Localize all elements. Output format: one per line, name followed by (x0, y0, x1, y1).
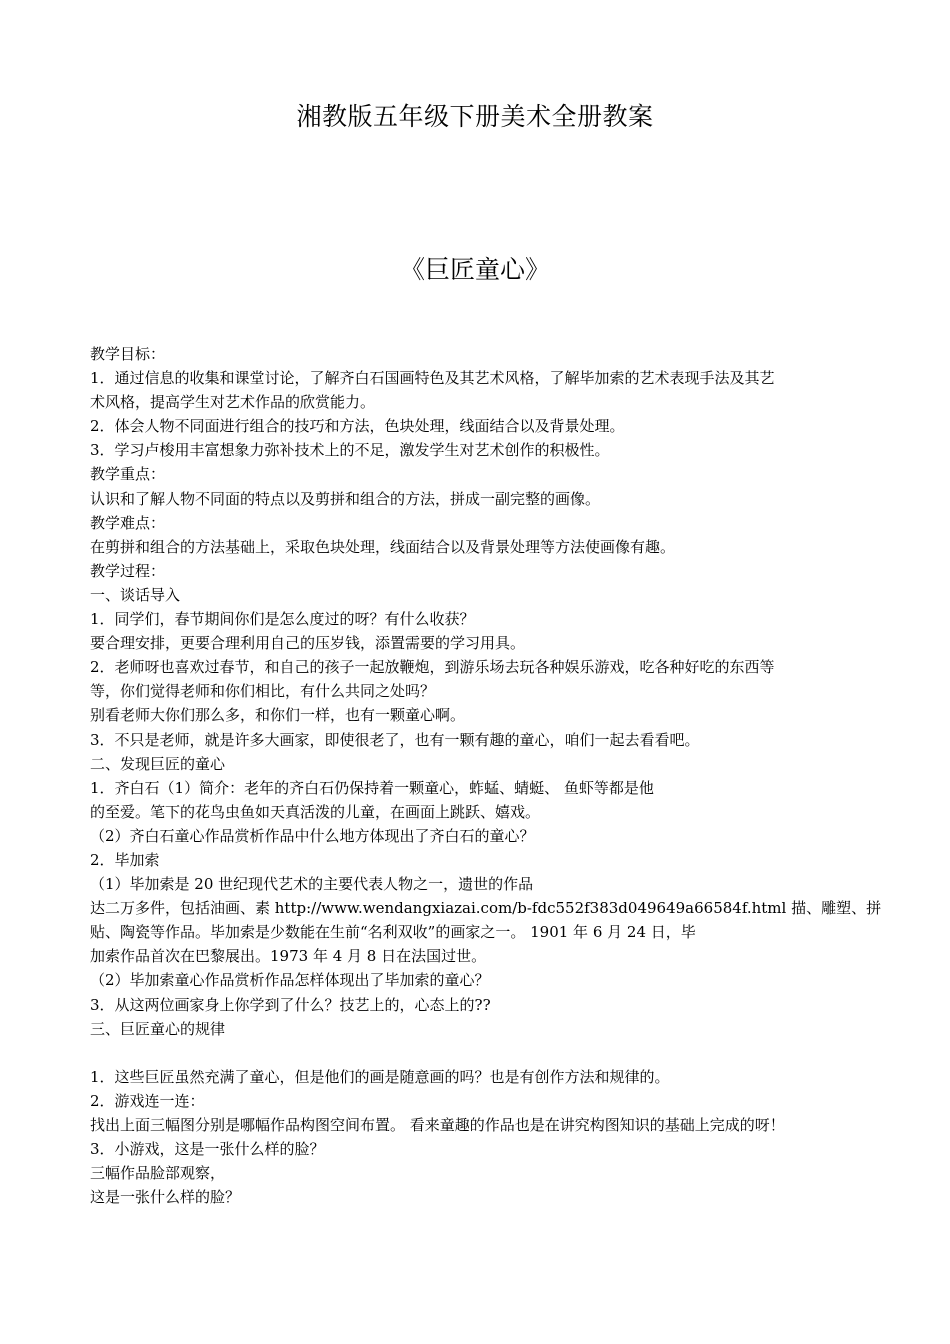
body-line: 3．从这两位画家身上你学到了什么？技艺上的，心态上的?? (90, 995, 491, 1014)
body-line: （2）齐白石童心作品赏析作品中什么地方体现出了齐白石的童心？ (90, 826, 535, 845)
body-line: 贴、陶瓷等作品。毕加索是少数能在生前“名利双收”的画家之一。 1901 年 6 月 24 日，毕 (90, 923, 696, 942)
body-line: 1．同学们，春节期间你们是怎么度过的呀？有什么收获？ (90, 610, 475, 629)
body-line: 别看老师大你们那么多，和你们一样，也有一颗童心啊。 (90, 706, 466, 725)
body-line: 一、谈话导入 (90, 585, 181, 604)
body-line: 1．齐白石（1）简介：老年的齐白石仍保持着一颗童心，蚱蜢、蜻蜓、 鱼虾等都是他 (90, 778, 654, 797)
body-line: 3．小游戏，这是一张什么样的脸？ (90, 1140, 325, 1159)
body-line (90, 1041, 868, 1065)
body-line: 三幅作品脸部观察， (90, 1164, 226, 1183)
body-line: 教学过程： (90, 561, 166, 580)
body-line: 找出上面三幅图分别是哪幅作品构图空间布置。 看来童趣的作品也是在讲究构图知识的基础上完成的呀！ (90, 1116, 785, 1134)
body-line: 2．毕加索 (90, 850, 160, 869)
body-line: 2．体会人物不同面进行组合的技巧和方法，色块处理，线面结合以及背景处理。 (90, 417, 625, 436)
body-line: 教学重点： (90, 465, 166, 484)
body-line: 三、巨匠童心的规律 (90, 1019, 226, 1038)
body-line: 认识和了解人物不同面的特点以及剪拼和组合的方法，拼成一副完整的画像。 (90, 489, 601, 508)
lesson-body (90, 342, 882, 1209)
body-line: 教学目标： (90, 345, 166, 363)
body-line: 3．不只是老师，就是许多大画家，即使很老了，也有一颗有趣的童心，咱们一起去看看吧。 (90, 730, 700, 749)
body-line: 2．老师呀也喜欢过春节，和自己的孩子一起放鞭炮，到游乐场去玩各种娱乐游戏，吃各种好吃的东西等 (90, 658, 775, 677)
body-line: 1．通过信息的收集和课堂讨论，了解齐白石国画特色及其艺术风格，了解毕加索的艺术表现手法及其艺 (90, 369, 775, 388)
body-line: 这是一张什么样的脸？ (90, 1188, 241, 1207)
body-line: 教学难点： (90, 513, 166, 532)
document-title: 湘教版五年级下册美术全册教案 (296, 102, 654, 131)
body-line: 在剪拼和组合的方法基础上，采取色块处理，线面结合以及背景处理等方法使画像有趣。 (90, 537, 676, 556)
body-line: 等，你们觉得老师和你们相比，有什么共同之处吗？ (90, 682, 436, 701)
body-line: 1．这些巨匠虽然充满了童心，但是他们的画是随意画的吗？也是有创作方法和规律的。 (90, 1067, 670, 1086)
body-line: （2）毕加索童心作品赏析作品怎样体现出了毕加索的童心？ (90, 971, 490, 990)
body-line: （1）毕加索是 20 世纪现代艺术的主要代表人物之一，遗世的作品 (90, 875, 534, 894)
body-line: 要合理安排，更要合理利用自己的压岁钱，添置需要的学习用具。 (90, 634, 526, 653)
body-line: 2．游戏连一连： (90, 1091, 205, 1110)
lesson-title: 《巨匠童心》 (399, 255, 550, 284)
body-line: 术风格，提高学生对艺术作品的欣赏能力。 (90, 393, 376, 412)
body-line: 3．学习卢梭用丰富想象力弥补技术上的不足，激发学生对艺术创作的积极性。 (90, 441, 610, 460)
body-line: 二、发现巨匠的童心 (90, 754, 226, 773)
body-line: 达二万多件，包括油画、素 http://www.wendangxiazai.com/b-fdc552f383d049649a66584f.html 描、雕塑、拼 (90, 899, 882, 918)
body-line: 的至爱。笔下的花鸟虫鱼如天真活泼的儿童，在画面上跳跃、嬉戏。 (90, 802, 541, 821)
body-line: 加索作品首次在巴黎展出。1973 年 4 月 8 日在法国过世。 (90, 947, 487, 966)
